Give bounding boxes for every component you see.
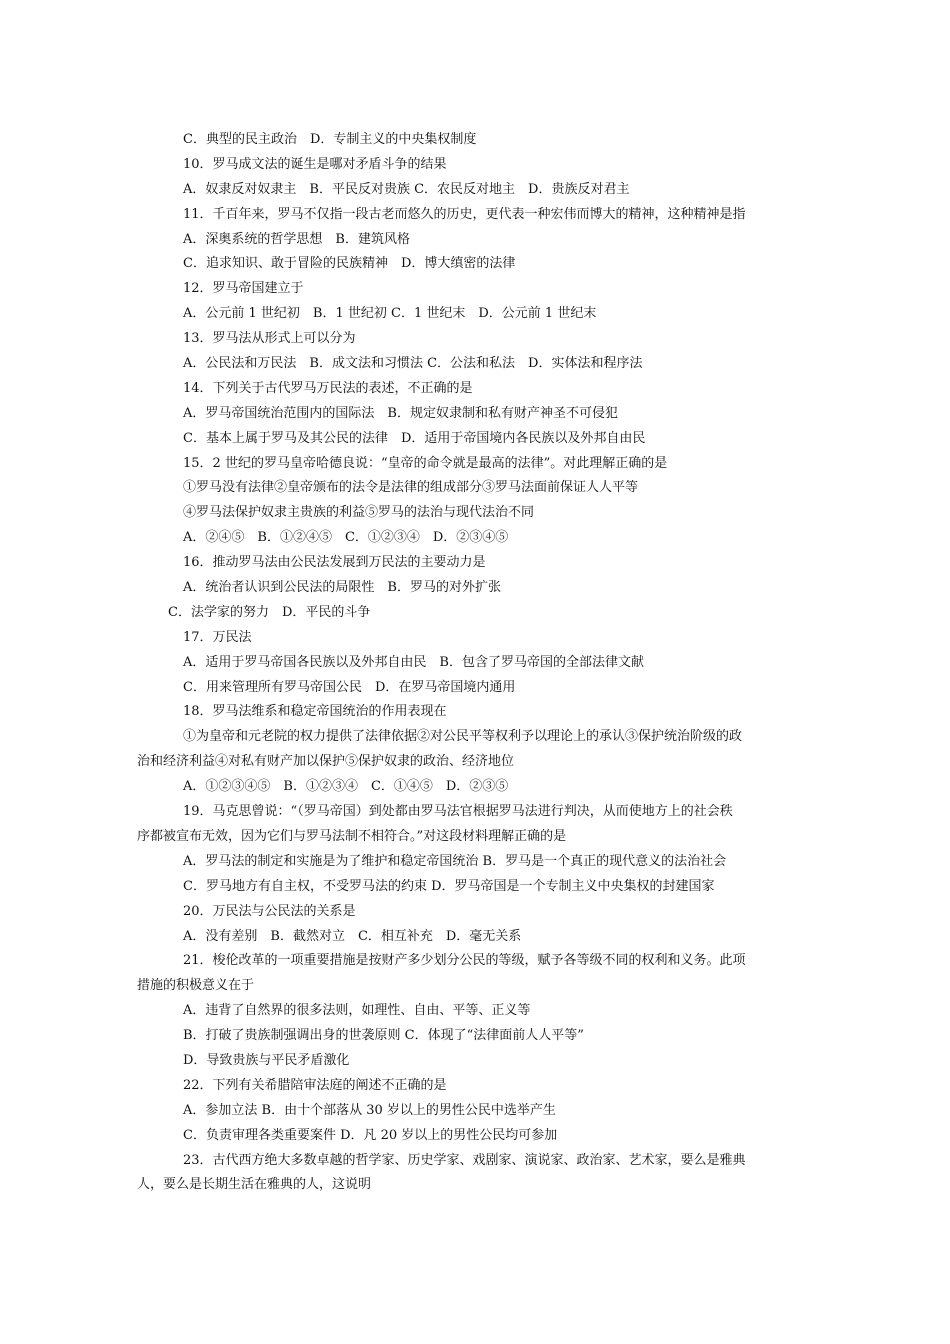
text-line: 19．马克思曾说：“（罗马帝国）到处都由罗马法官根据罗马法进行判决，从而使地方上的社会秩: [183, 804, 733, 820]
text-line: A．罗马帝国统治范围内的国际法 B．规定奴隶制和私有财产神圣不可侵犯: [183, 405, 618, 421]
text-line: A．公元前 1 世纪初 B．1 世纪初 C．1 世纪末 D．公元前 1 世纪末: [183, 306, 597, 322]
text-line: 人，要么是长期生活在雅典的人，这说明: [137, 1177, 372, 1193]
text-line: A．奴隶反对奴隶主 B．平民反对贵族 C．农民反对地主 D．贵族反对君主: [183, 181, 630, 197]
text-line: 17．万民法: [183, 629, 252, 645]
text-line: 23．古代西方绝大多数卓越的哲学家、历史学家、戏剧家、演说家、政治家、艺术家，要么是雅典: [183, 1152, 746, 1168]
text-line: ④罗马法保护奴隶主贵族的利益⑤罗马的法治与现代法治不同: [183, 505, 535, 521]
document-body: [137, 128, 817, 1198]
text-line: A．公民法和万民法 B．成文法和习惯法 C．公法和私法 D．实体法和程序法: [183, 356, 643, 372]
text-line: A．①②③④⑤ B．①②③④ C．①④⑤ D．②③⑤: [183, 779, 509, 795]
text-line: A．没有差别 B．截然对立 C．相互补充 D．毫无关系: [183, 928, 522, 944]
text-line: C．典型的民主政治 D．专制主义的中央集权制度: [183, 132, 477, 147]
text-line: A．参加立法 B．由十个部落从 30 岁以上的男性公民中选举产生: [183, 1102, 556, 1118]
text-line: 措施的积极意义在于: [137, 978, 255, 994]
text-line: 14．下列关于古代罗马万民法的表述，不正确的是: [183, 380, 473, 396]
text-line: A．统治者认识到公民法的局限性 B．罗马的对外扩张: [183, 580, 501, 596]
text-line: 12．罗马帝国建立于: [183, 281, 304, 297]
text-line: 11．千百年来，罗马不仅指一段古老而悠久的历史，更代表一种宏伟而博大的精神，这种精神是指: [183, 206, 746, 222]
text-line: A．②④⑤ B．①②④⑤ C．①②③④ D．②③④⑤: [183, 530, 509, 546]
text-line: 20．万民法与公民法的关系是: [183, 903, 356, 919]
text-line: C．罗马地方有自主权，不受罗马法的约束 D．罗马帝国是一个专制主义中央集权的封建国家: [183, 878, 715, 894]
text-line: C．法学家的努力 D．平民的斗争: [168, 604, 371, 620]
text-line: 10．罗马成文法的诞生是哪对矛盾斗争的结果: [183, 156, 447, 172]
text-line: C．用来管理所有罗马帝国公民 D．在罗马帝国境内通用: [183, 679, 516, 695]
text-line: C．负责审理各类重要案件 D．凡 20 岁以上的男性公民均可参加: [183, 1127, 558, 1143]
text-line: 15．2 世纪的罗马皇帝哈德良说：“皇帝的命令就是最高的法律”。对此理解正确的是: [183, 455, 668, 471]
text-line: 治和经济利益④对私有财产加以保护⑤保护奴隶的政治、经济地位: [137, 754, 515, 770]
text-line: 序都被宣布无效，因为它们与罗马法制不相符合。”对这段材料理解正确的是: [137, 828, 567, 844]
text-line: A．适用于罗马帝国各民族以及外邦自由民 B．包含了罗马帝国的全部法律文献: [183, 654, 644, 670]
text-line: 22．下列有关希腊陪审法庭的阐述不正确的是: [183, 1077, 447, 1093]
text-line: A．深奥系统的哲学思想 B．建筑风格: [183, 231, 410, 247]
text-line: 21．梭伦改革的一项重要措施是按财产多少划分公民的等级，赋予各等级不同的权利和义务。此项: [183, 953, 746, 969]
text-line: A．违背了自然界的很多法则，如理性、自由、平等、正义等: [183, 1003, 531, 1019]
text-line: 13．罗马法从形式上可以分为: [183, 331, 356, 347]
text-line: 18．罗马法维系和稳定帝国统治的作用表现在: [183, 704, 447, 720]
text-line: C．基本上属于罗马及其公民的法律 D．适用于帝国境内各民族以及外邦自由民: [183, 430, 646, 446]
text-line: 16．推动罗马法由公民法发展到万民法的主要动力是: [183, 555, 486, 571]
text-line: ①为皇帝和元老院的权力提供了法律依据②对公民平等权利予以理论上的承认③保护统治阶级的政: [183, 729, 743, 745]
text-line: B．打破了贵族制强调出身的世袭原则 C．体现了“法律面前人人平等”: [183, 1028, 584, 1044]
text-line: C．追求知识、敢于冒险的民族精神 D．博大缜密的法律: [183, 256, 516, 272]
text-line: ①罗马没有法律②皇帝颁布的法令是法律的组成部分③罗马法面前保证人人平等: [183, 480, 639, 496]
text-line: D．导致贵族与平民矛盾激化: [183, 1052, 350, 1068]
text-line: A．罗马法的制定和实施是为了维护和稳定帝国统治 B．罗马是一个真正的现代意义的法治社会: [183, 853, 727, 869]
